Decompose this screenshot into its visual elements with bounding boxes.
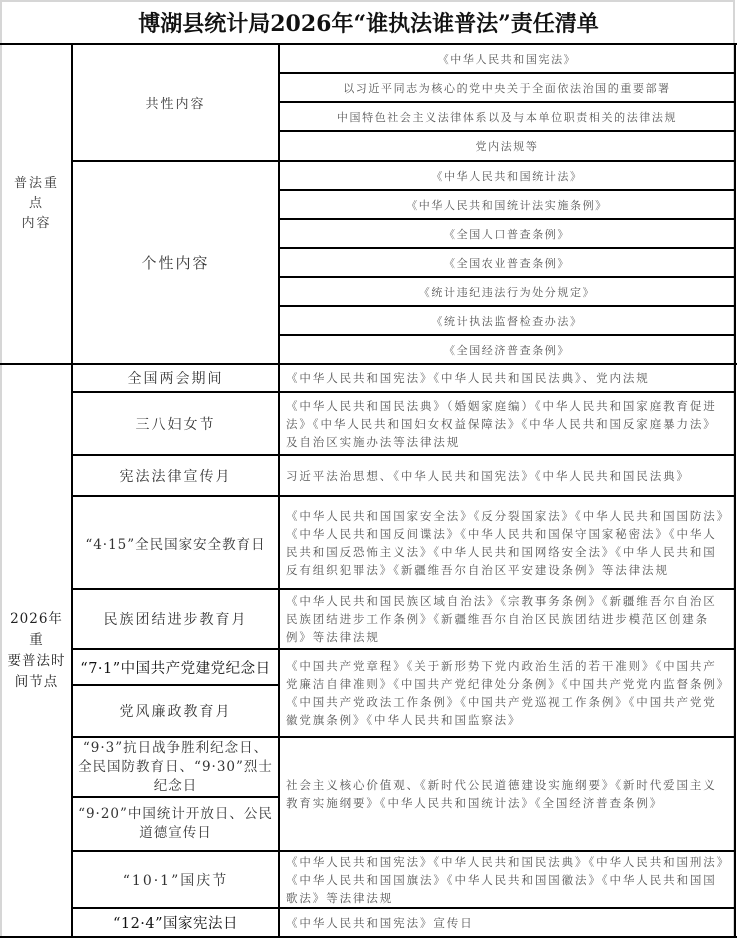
specific-item: 《全国人口普查条例》 [444, 227, 570, 241]
common-item: 《中华人民共和国宪法》 [437, 52, 577, 66]
common-content-label: 共性内容 [145, 97, 206, 112]
timeline-content: 《中华人民共和国宪法》宣传日 [286, 915, 474, 930]
timeline-event: 党风廉政教育月 [119, 704, 232, 720]
timeline-event: 民族团结进步教育月 [103, 612, 248, 628]
timeline-content: 《中华人民共和国宪法》《中华人民共和国民法典》、党内法规 [286, 371, 650, 385]
section-focus-label-line: 内容 [21, 216, 52, 231]
common-item: 党内法规等 [475, 140, 539, 153]
document-title: 博湖县统计局2026年“谁执法谁普法”责任清单 [138, 10, 599, 37]
timeline-event: 全国两会期间 [127, 371, 224, 387]
timeline-event: 三八妇女节 [135, 416, 216, 433]
section-timeline-label-line: 要普法时 [7, 652, 66, 669]
timeline-event: “12·4”国家宪法日 [112, 916, 239, 932]
section-focus-label-line: 普法重点 [13, 176, 59, 211]
section-timeline-label-line: 间节点 [14, 673, 59, 690]
common-item: 中国特色社会主义法律体系以及与本单位职责相关的法律法规 [336, 110, 678, 124]
timeline-content: 《中国共产党章程》《关于新形势下党内政治生活的若干准则》《中国共产党廉洁自律准则》《中国共产党纪律处分条例》《中国共产党党内监督条例》《中国共产党政法工作条例》《中国共产党巡视工作条例》《中国共产党党徽党旗条例》《中华人民共和国监察法》 [286, 659, 725, 727]
timeline-event: “4·15”全民国家安全教育日 [85, 536, 266, 553]
timeline-event: 宪法法律宣传月 [119, 468, 232, 485]
timeline-event: “9·3”抗日战争胜利纪念日、全民国防教育日、“9·30”烈士纪念日 [78, 739, 273, 794]
specific-item: 《中华人民共和国统计法实施条例》 [406, 198, 608, 212]
specific-content-label: 个性内容 [141, 254, 210, 272]
timeline-content: 《中华人民共和国宪法》《中华人民共和国民法典》《中华人民共和国刑法》《中华人民共和国国旗法》《中华人民共和国国徽法》《中华人民共和国国歌法》等法律法规 [286, 854, 725, 905]
timeline-content: 《中华人民共和国民族区域自治法》《宗教事务条例》《新疆维吾尔自治区民族团结进步工作条例》《新疆维吾尔自治区民族团结进步模范区创建条例》等法律法规 [286, 594, 717, 644]
section-timeline-label [2, 365, 71, 936]
timeline-event: “7·1”中国共产党建党纪念日 [80, 660, 271, 677]
specific-item: 《全国农业普查条例》 [444, 256, 570, 270]
timeline-content: 社会主义核心价值观、《新时代公民道德建设实施纲要》《新时代爱国主义教育实施纲要》《中华人民共和国统计法》《全国经济普查条例》 [286, 778, 717, 810]
timeline-content: 《中华人民共和国国家安全法》《反分裂国家法》《中华人民共和国国防法》《中华人民共和国反间谍法》《中华人民共和国保守国家秘密法》《中华人民共和国反恐怖主义法》《中华人民共和国网络安全法》《中华人民共和国反有组织犯罪法》《新疆维吾尔自治区平安建设条例》等法律法规 [286, 508, 725, 577]
timeline-event: “10·1”国庆节 [122, 872, 229, 889]
section-focus-label [2, 45, 71, 363]
timeline-event: “9·20”中国统计开放日、公民道德宣传日 [78, 806, 273, 841]
specific-item: 《中华人民共和国统计法》 [431, 169, 583, 183]
specific-item: 《统计执法监督检查办法》 [431, 314, 583, 328]
common-item: 以习近平同志为核心的党中央关于全面依法治国的重要部署 [343, 81, 671, 95]
section-timeline-label-line: 2026年重 [10, 610, 63, 648]
timeline-content: 《中华人民共和国民法典》（婚姻家庭编）《中华人民共和国家庭教育促进法》《中华人民共和国妇女权益保障法》《中华人民共和国反家庭暴力法》及自治区实施办法等法律法规 [286, 398, 717, 449]
specific-item: 《统计违纪违法行为处分规定》 [418, 285, 596, 299]
table-border-right [734, 43, 736, 938]
specific-item: 《全国经济普查条例》 [444, 343, 570, 357]
timeline-content: 习近平法治思想、《中华人民共和国宪法》《中华人民共和国民法典》 [286, 468, 690, 483]
